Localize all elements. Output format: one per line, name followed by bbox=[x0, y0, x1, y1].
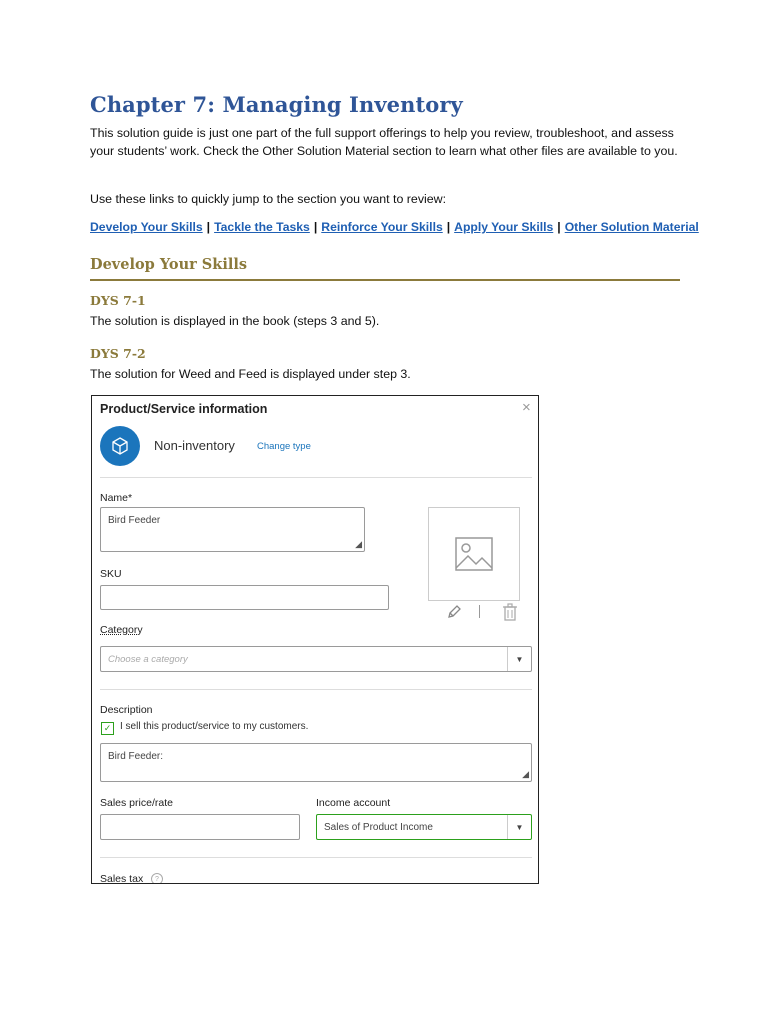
income-account-select[interactable] bbox=[316, 814, 532, 840]
dys-7-2-heading: DYS 7-2 bbox=[90, 346, 146, 361]
dys-7-2-text: The solution for Weed and Feed is displayed under step 3. bbox=[90, 367, 411, 381]
pencil-icon[interactable] bbox=[446, 604, 462, 625]
link-develop-your-skills[interactable]: Develop Your Skills bbox=[90, 220, 203, 234]
info-icon[interactable]: ? bbox=[151, 873, 163, 884]
sku-field[interactable] bbox=[100, 585, 389, 610]
link-tackle-the-tasks[interactable]: Tackle the Tasks bbox=[214, 220, 310, 234]
dys-7-1-heading: DYS 7-1 bbox=[90, 293, 146, 308]
sales-price-field[interactable] bbox=[100, 814, 300, 840]
divider bbox=[100, 477, 532, 478]
name-field[interactable] bbox=[100, 507, 365, 552]
sell-checkbox[interactable]: ✓ bbox=[101, 722, 114, 735]
category-select[interactable] bbox=[100, 646, 532, 672]
divider bbox=[100, 857, 532, 858]
section-heading: Develop Your Skills bbox=[90, 256, 248, 273]
panel-title: Product/Service information bbox=[100, 402, 268, 416]
image-placeholder-icon[interactable] bbox=[428, 507, 520, 601]
links-intro: Use these links to quickly jump to the section you want to review: bbox=[90, 192, 447, 206]
intro-paragraph: This solution guide is just one part of the full support offerings to help you review, troubleshoot, and assess your students’ work. Check the Other Solution Material section to learn what other files are available to you. bbox=[90, 126, 678, 158]
section-divider bbox=[90, 279, 680, 281]
sku-label: SKU bbox=[100, 568, 122, 580]
resize-handle-icon[interactable]: ◢ bbox=[355, 539, 362, 549]
divider bbox=[100, 689, 532, 690]
link-other-solution-material[interactable]: Other Solution Material bbox=[564, 220, 699, 234]
description-label: Description bbox=[100, 704, 153, 716]
link-apply-your-skills[interactable]: Apply Your Skills bbox=[454, 220, 554, 234]
category-placeholder: Choose a category bbox=[108, 654, 188, 665]
description-field[interactable] bbox=[100, 743, 532, 782]
link-separator: | bbox=[313, 220, 318, 234]
link-reinforce-your-skills[interactable]: Reinforce Your Skills bbox=[321, 220, 443, 234]
description-value: Bird Feeder: bbox=[108, 751, 164, 762]
link-separator: | bbox=[206, 220, 211, 234]
section-links bbox=[90, 220, 699, 234]
item-type-label: Non-inventory bbox=[154, 438, 235, 453]
resize-handle-icon[interactable]: ◢ bbox=[522, 769, 529, 779]
dys-7-1-text: The solution is displayed in the book (steps 3 and 5). bbox=[90, 314, 380, 328]
sales-tax-label: Sales tax bbox=[100, 873, 144, 884]
income-account-label: Income account bbox=[316, 797, 391, 809]
income-account-value: Sales of Product Income bbox=[324, 822, 433, 833]
chevron-down-icon[interactable]: ▼ bbox=[507, 815, 531, 839]
link-separator: | bbox=[557, 220, 561, 234]
category-label: Category bbox=[100, 624, 143, 636]
sales-price-label: Sales price/rate bbox=[100, 797, 173, 809]
name-label: Name* bbox=[100, 492, 133, 504]
icon-separator bbox=[479, 605, 480, 618]
close-icon[interactable]: × bbox=[522, 399, 531, 416]
chapter-title: Chapter 7: Managing Inventory bbox=[90, 92, 463, 117]
change-type-link[interactable]: Change type bbox=[257, 441, 311, 452]
name-value: Bird Feeder bbox=[108, 515, 161, 526]
link-separator: | bbox=[446, 220, 451, 234]
product-service-panel bbox=[91, 395, 539, 884]
chevron-down-icon[interactable]: ▼ bbox=[507, 647, 531, 671]
trash-icon[interactable] bbox=[502, 603, 518, 626]
box-icon bbox=[100, 426, 140, 466]
sell-checkbox-label: I sell this product/service to my customers. bbox=[120, 721, 309, 732]
